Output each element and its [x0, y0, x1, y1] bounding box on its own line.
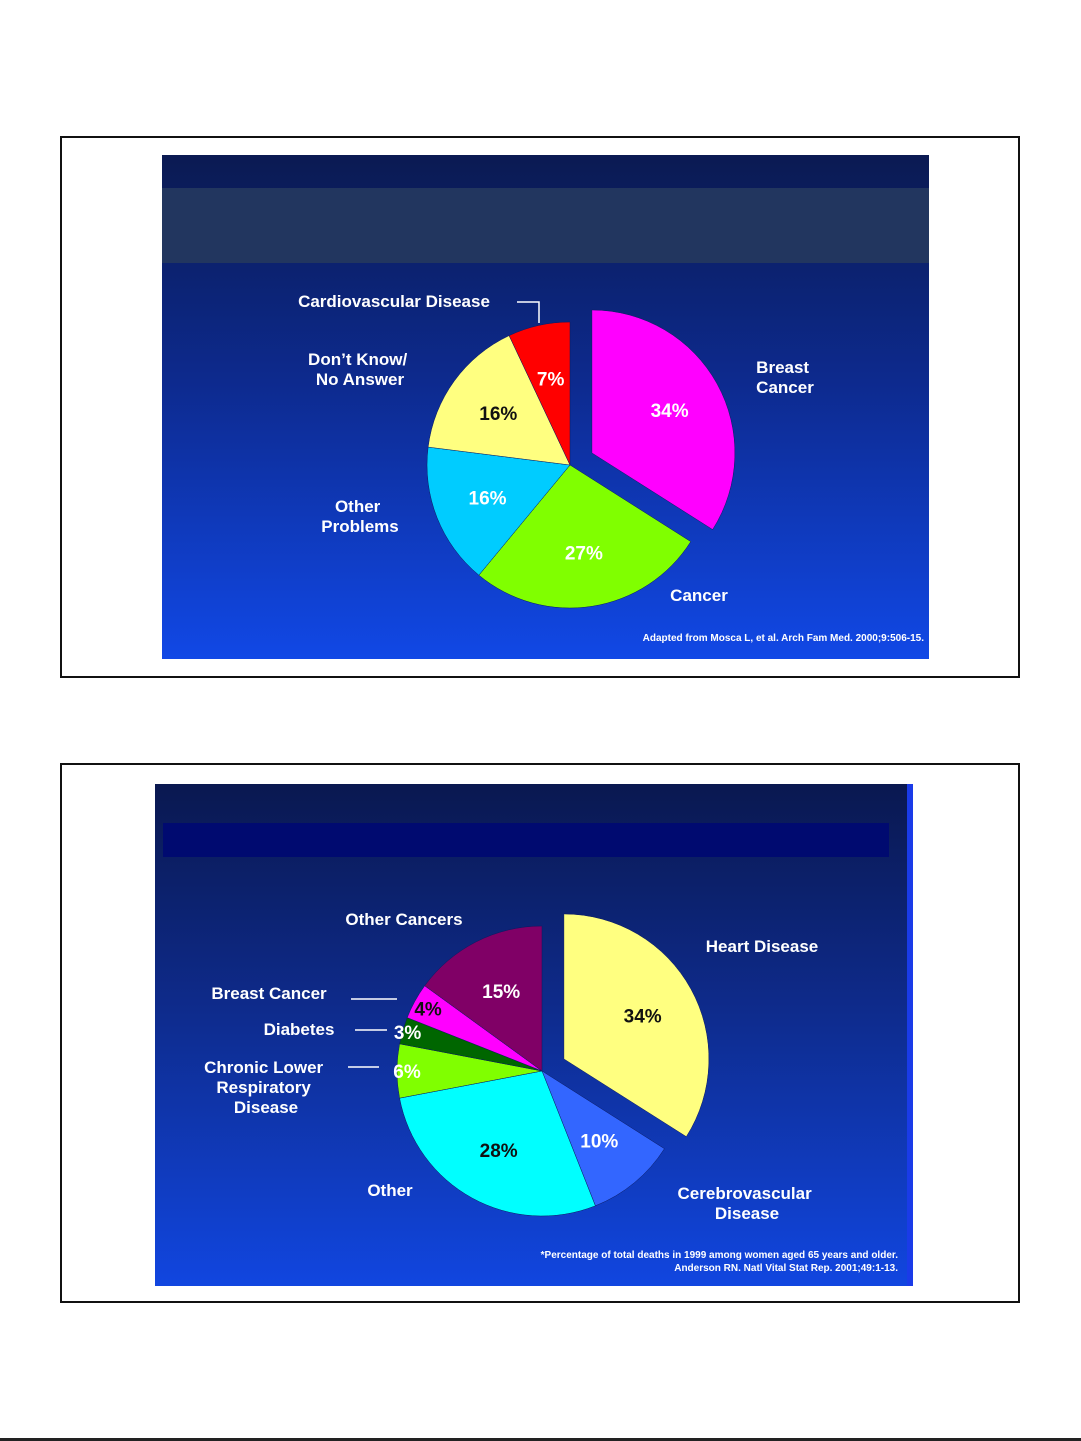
slice-value-label: 28% — [479, 1140, 518, 1162]
slice-value-label: 34% — [650, 401, 689, 423]
slice-label-line: Don’t Know/ — [308, 350, 408, 369]
slice-label — [756, 358, 814, 397]
slice-label-line: No Answer — [315, 370, 405, 389]
slice-label: Other — [367, 1181, 413, 1200]
slice-label-line: Disease — [233, 1098, 299, 1117]
slice-label: Other Cancers — [345, 910, 463, 929]
slice-value-label: 10% — [580, 1131, 619, 1153]
slice-label-line: Breast — [756, 358, 810, 377]
slice-value-label: 27% — [564, 543, 603, 565]
leader-line — [517, 302, 539, 323]
footnote: *Percentage of total deaths in 1999 among women aged 65 years and older. — [540, 1250, 898, 1261]
slice-value-label: 4% — [414, 999, 442, 1021]
source-note: Anderson RN. Natl Vital Stat Rep. 2001;49:1-13. — [674, 1263, 898, 1274]
slice-label — [321, 497, 398, 536]
slice-value-label: 34% — [623, 1006, 662, 1028]
slice-label-line: Other — [334, 497, 381, 516]
title-banner — [162, 188, 929, 263]
slice-label-line: Cancer — [756, 378, 814, 397]
slice-label-line: Chronic Lower — [204, 1058, 324, 1077]
pie-chart-1 — [162, 155, 929, 659]
slice-label — [308, 350, 412, 389]
slide-1 — [162, 155, 929, 659]
slice-value-label: 16% — [468, 488, 507, 510]
slice-label-line: Respiratory — [216, 1078, 311, 1097]
slice-value-label: 15% — [482, 981, 521, 1003]
slice-label: Diabetes — [263, 1020, 335, 1039]
slide-2 — [155, 784, 913, 1286]
slice-value-label: 16% — [479, 403, 518, 425]
pie-chart-2 — [155, 784, 907, 1286]
slice-value-label: 6% — [393, 1062, 421, 1083]
slice-label: Heart Disease — [705, 937, 819, 956]
source-note: Adapted from Mosca L, et al. Arch Fam Med. 2000;9:506-15. — [642, 633, 924, 644]
slice-label: Breast Cancer — [211, 984, 327, 1003]
slice-label-line: Cerebrovascular — [677, 1184, 812, 1203]
slice-value-label: 7% — [536, 369, 565, 391]
slice-label-line: Problems — [321, 517, 399, 536]
slice-label-line: Disease — [714, 1204, 780, 1223]
slice-label: Cardiovascular Disease — [298, 292, 490, 311]
slice-value-label: 3% — [393, 1022, 422, 1044]
slice-label — [204, 1058, 328, 1117]
title-banner — [163, 823, 889, 857]
slice-label — [678, 1184, 817, 1223]
slice-label: Cancer — [670, 586, 728, 605]
